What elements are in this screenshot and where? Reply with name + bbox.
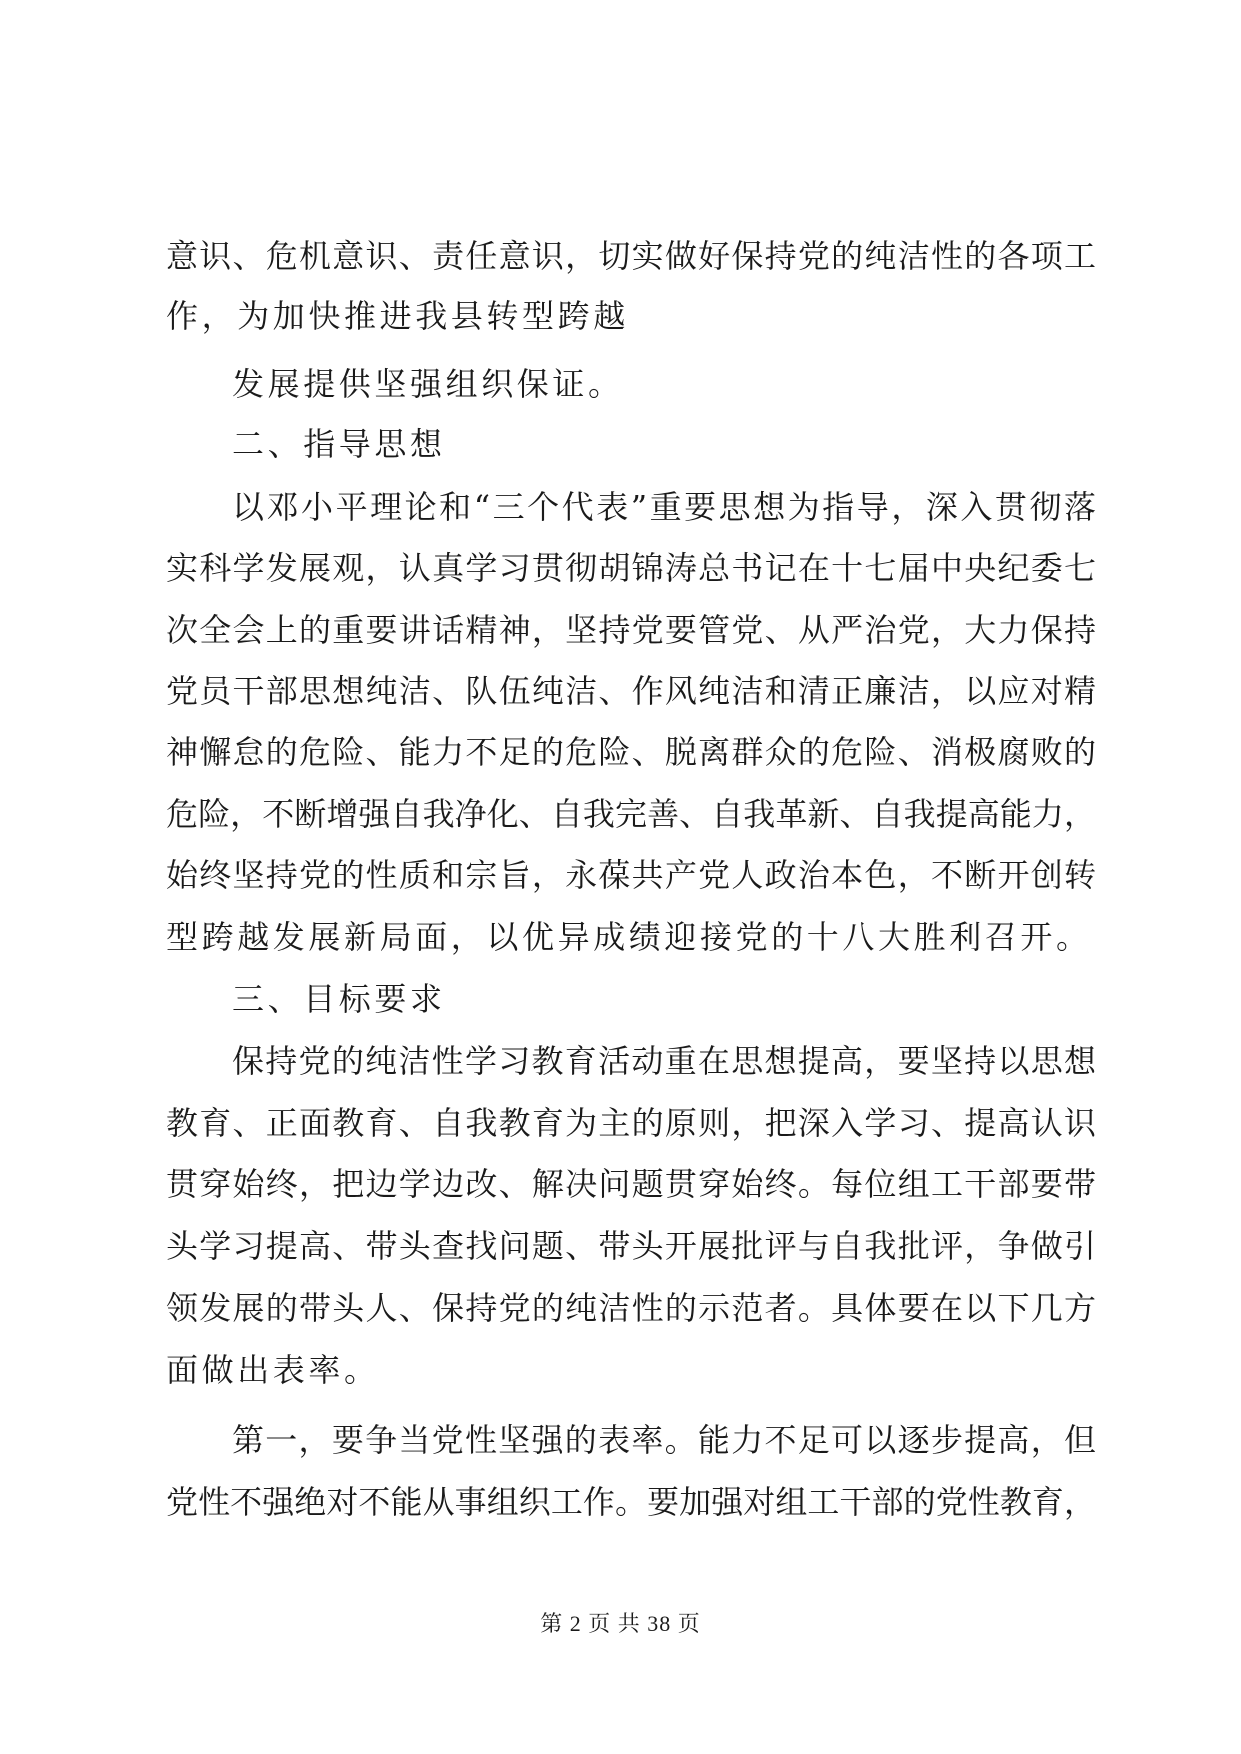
- section-heading: 二、指导思想: [232, 425, 446, 463]
- page-number-footer: 第 2 页 共 38 页: [540, 1611, 701, 1636]
- text-line: 始终坚持党的性质和宗旨，永葆共产党人政治本色，不断开创转: [166, 856, 1096, 894]
- section-heading: 三、目标要求: [232, 980, 446, 1018]
- text-line: 意识、危机意识、责任意识，切实做好保持党的纯洁性的各项工: [166, 237, 1096, 275]
- text-line: 作，为加快推进我县转型跨越: [166, 297, 629, 335]
- text-line: 神懈怠的危险、能力不足的危险、脱离群众的危险、消极腐败的: [166, 733, 1096, 771]
- text-line: 教育、正面教育、自我教育为主的原则，把深入学习、提高认识: [166, 1104, 1096, 1142]
- text-line: 以邓小平理论和“三个代表”重要思想为指导，深入贯彻落: [232, 488, 1096, 526]
- text-line: 危险，不断增强自我净化、自我完善、自我革新、自我提高能力，: [166, 795, 1096, 833]
- text-line: 型跨越发展新局面，以优异成绩迎接党的十八大胜利召开。: [166, 918, 1092, 956]
- text-line: 第一，要争当党性坚强的表率。能力不足可以逐步提高，但: [232, 1421, 1096, 1459]
- text-line: 保持党的纯洁性学习教育活动重在思想提高，要坚持以思想: [232, 1042, 1096, 1080]
- text-line: 面做出表率。: [166, 1351, 380, 1389]
- text-line: 贯穿始终，把边学边改、解决问题贯穿始终。每位组工干部要带: [166, 1165, 1096, 1203]
- text-line: 次全会上的重要讲话精神，坚持党要管党、从严治党，大力保持: [166, 611, 1096, 649]
- text-line: 头学习提高、带头查找问题、带头开展批评与自我批评，争做引: [166, 1227, 1096, 1265]
- text-line: 发展提供坚强组织保证。: [232, 365, 624, 403]
- text-line: 实科学发展观，认真学习贯彻胡锦涛总书记在十七届中央纪委七: [166, 549, 1096, 587]
- text-line: 党性不强绝对不能从事组织工作。要加强对组工干部的党性教育，: [166, 1483, 1096, 1521]
- text-line: 领发展的带头人、保持党的纯洁性的示范者。具体要在以下几方: [166, 1289, 1096, 1327]
- text-line: 党员干部思想纯洁、队伍纯洁、作风纯洁和清正廉洁，以应对精: [166, 672, 1096, 710]
